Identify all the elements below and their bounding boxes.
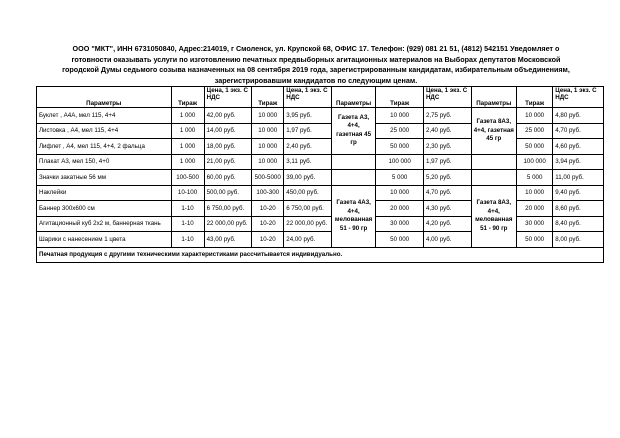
table-row xyxy=(37,185,604,201)
cell-param: Наклейки xyxy=(37,185,172,201)
cell-tirazh: 50 000 xyxy=(517,139,553,155)
cell-price: 3,94 руб. xyxy=(553,154,604,170)
cell-price: 2,75 руб. xyxy=(423,108,471,124)
cell-price: 4,30 руб. xyxy=(423,201,471,217)
table-note-row xyxy=(37,247,604,263)
cell-price: 18,00 руб. xyxy=(204,139,252,155)
cell-empty xyxy=(471,154,517,170)
cell-price: 4,80 руб. xyxy=(553,108,604,124)
cell-newspaper-params: Газета 4А3, 4+4, мелованная 51 - 90 гр xyxy=(331,185,375,247)
cell-price: 2,40 руб. xyxy=(423,123,471,139)
cell-price: 8,40 руб. xyxy=(553,216,604,232)
cell-price: 43,00 руб. xyxy=(204,232,252,248)
cell-tirazh: 100-300 xyxy=(252,185,284,201)
cell-price: 4,60 руб. xyxy=(553,139,604,155)
cell-tirazh: 10 000 xyxy=(252,154,284,170)
table-row xyxy=(37,170,604,186)
cell-price: 42,00 руб. xyxy=(204,108,252,124)
cell-price: 4,70 руб. xyxy=(553,123,604,139)
cell-price: 4,00 руб. xyxy=(423,232,471,248)
cell-price: 39,00 руб. xyxy=(284,170,332,186)
table-note: Печатная продукция с другими техническими характеристиками рассчитывается индивидуально. xyxy=(37,247,604,263)
header-tirazh: Тираж xyxy=(171,87,204,108)
cell-param: Плакат А3, мел 150, 4+0 xyxy=(37,154,172,170)
cell-price: 22 000,00 руб. xyxy=(284,216,332,232)
cell-price: 450,00 руб. xyxy=(284,185,332,201)
cell-tirazh: 1 000 xyxy=(171,139,204,155)
cell-param: Шарики с нанесением 1 цвета xyxy=(37,232,172,248)
cell-empty xyxy=(331,154,375,170)
cell-tirazh: 500-5000 xyxy=(252,170,284,186)
cell-price: 1,97 руб. xyxy=(284,123,332,139)
header-tirazh: Тираж xyxy=(517,87,553,108)
table-row xyxy=(37,154,604,170)
cell-price: 6 750,00 руб. xyxy=(284,201,332,217)
cell-tirazh: 50 000 xyxy=(376,232,424,248)
cell-newspaper-params: Газета 8А3, 4+4, мелованная 51 - 90 гр xyxy=(471,185,517,247)
header-price: Цена, 1 экз. С НДС xyxy=(284,87,332,108)
header-tirazh: Тираж xyxy=(252,87,284,108)
cell-price: 2,30 руб. xyxy=(423,139,471,155)
header-price: Цена, 1 экз. С НДС xyxy=(204,87,252,108)
table-row xyxy=(37,232,604,248)
table-header-row xyxy=(37,87,604,108)
cell-price: 6 750,00 руб. xyxy=(204,201,252,217)
cell-tirazh: 30 000 xyxy=(517,216,553,232)
cell-tirazh: 50 000 xyxy=(517,232,553,248)
cell-newspaper-params: Газета А3, 4+4, газетная 45 гр xyxy=(331,108,375,155)
table-row xyxy=(37,216,604,232)
cell-tirazh: 10 000 xyxy=(517,185,553,201)
cell-tirazh: 100 000 xyxy=(376,154,424,170)
cell-empty xyxy=(471,170,517,186)
cell-price: 9,40 руб. xyxy=(553,185,604,201)
cell-price: 2,40 руб. xyxy=(284,139,332,155)
cell-tirazh: 50 000 xyxy=(376,139,424,155)
table-row xyxy=(37,108,604,124)
cell-tirazh: 10 000 xyxy=(376,108,424,124)
cell-price: 4,70 руб. xyxy=(423,185,471,201)
cell-price: 500,00 руб. xyxy=(204,185,252,201)
cell-tirazh: 25 000 xyxy=(376,123,424,139)
cell-tirazh: 20 000 xyxy=(517,201,553,217)
cell-price: 21,00 руб. xyxy=(204,154,252,170)
price-table xyxy=(36,86,604,263)
cell-price: 14,00 руб. xyxy=(204,123,252,139)
cell-price: 8,60 руб. xyxy=(553,201,604,217)
header-price: Цена, 1 экз. С НДС xyxy=(423,87,471,108)
cell-tirazh: 10-100 xyxy=(171,185,204,201)
cell-param: Листовка , А4, мел 115, 4+4 xyxy=(37,123,172,139)
cell-tirazh: 100 000 xyxy=(517,154,553,170)
table-row xyxy=(37,123,604,139)
cell-param: Лифлет , А4, мел 115, 4+4, 2 фальца xyxy=(37,139,172,155)
cell-price: 60,00 руб. xyxy=(204,170,252,186)
table-row xyxy=(37,201,604,217)
cell-tirazh: 100-500 xyxy=(171,170,204,186)
cell-price: 1,97 руб. xyxy=(423,154,471,170)
cell-param: Значки закатные 56 мм xyxy=(37,170,172,186)
cell-price: 3,95 руб. xyxy=(284,108,332,124)
cell-param: Баннер 300х600 см xyxy=(37,201,172,217)
cell-empty xyxy=(331,170,375,186)
cell-tirazh: 25 000 xyxy=(517,123,553,139)
cell-tirazh: 1-10 xyxy=(171,201,204,217)
header-line-1: ООО "МКТ", ИНН 6731050840, Адрес:214019, г Смоленск, ул. Крупской 68, ОФИС 17. Телефон: (929) 081 21 51, (4812) 542151 Уведомляет о xyxy=(72,44,560,53)
cell-price: 5,20 руб. xyxy=(423,170,471,186)
cell-price: 22 000,00 руб. xyxy=(204,216,252,232)
cell-tirazh: 5 000 xyxy=(517,170,553,186)
header-line-4: зарегистрировавшим кандидатов по следующим ценам. xyxy=(214,75,418,85)
cell-param: Буклет , А4А, мел 115, 4+4 xyxy=(37,108,172,124)
header-params: Параметры xyxy=(471,87,517,108)
cell-tirazh: 30 000 xyxy=(376,216,424,232)
cell-tirazh: 10 000 xyxy=(376,185,424,201)
notice-header xyxy=(38,44,594,86)
cell-tirazh: 10-20 xyxy=(252,232,284,248)
header-params: Параметры xyxy=(331,87,375,108)
cell-tirazh: 10 000 xyxy=(252,123,284,139)
cell-tirazh: 10-20 xyxy=(252,216,284,232)
header-tirazh: Тираж xyxy=(376,87,424,108)
cell-tirazh: 1-10 xyxy=(171,216,204,232)
cell-tirazh: 5 000 xyxy=(376,170,424,186)
cell-tirazh: 10-20 xyxy=(252,201,284,217)
header-params: Параметры xyxy=(37,87,172,108)
cell-newspaper-params: Газета 8А3, 4+4, газетная 45 гр xyxy=(471,108,517,155)
cell-price: 11,00 руб. xyxy=(553,170,604,186)
cell-tirazh: 10 000 xyxy=(252,139,284,155)
cell-tirazh: 1 000 xyxy=(171,108,204,124)
cell-tirazh: 20 000 xyxy=(376,201,424,217)
cell-tirazh: 10 000 xyxy=(252,108,284,124)
cell-tirazh: 1 000 xyxy=(171,123,204,139)
cell-param: Агитационный куб 2х2 м, баннерная ткань xyxy=(37,216,172,232)
cell-price: 4,20 руб. xyxy=(423,216,471,232)
cell-price: 24,00 руб. xyxy=(284,232,332,248)
header-line-2: готовности оказывать услуги по изготовлению печатных предвыборных агитационных материалов на Выборах депутатов Московской xyxy=(71,54,561,64)
table-row xyxy=(37,139,604,155)
cell-price: 3,11 руб. xyxy=(284,154,332,170)
cell-price: 8,00 руб. xyxy=(553,232,604,248)
header-price: Цена, 1 экз. С НДС xyxy=(553,87,604,108)
header-line-3: городской Думы седьмого созыва назначенных на 08 сентября 2019 года, зарегистрированным кандидатам, избирательным объединениям, xyxy=(62,65,570,75)
cell-tirazh: 1-10 xyxy=(171,232,204,248)
cell-tirazh: 10 000 xyxy=(517,108,553,124)
cell-tirazh: 1 000 xyxy=(171,154,204,170)
